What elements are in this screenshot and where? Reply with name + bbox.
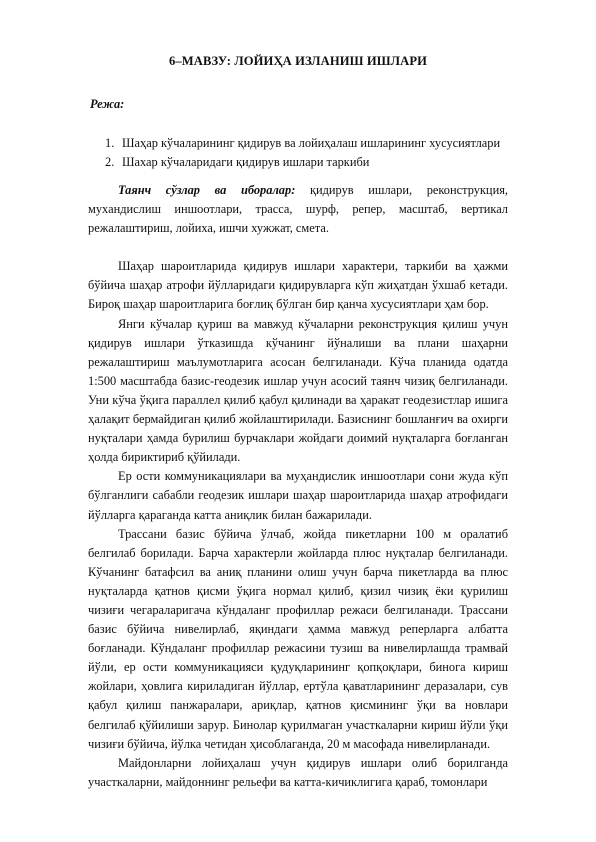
plan-item-text: Шахар кўчаларидаги қидирув ишлари таркиби (122, 155, 370, 169)
plan-item (105, 134, 500, 153)
body-paragraph: Ер ости коммуникациялари ва муҳандислик иншоотлари сони жуда кўп бўлганлиги сабабли геодезик ишлари шаҳар шароитларида шаҳар атрофидаги йўлларга қараганда катта аниқлик билан бажарилади. (88, 469, 508, 522)
keywords-paragraph (88, 181, 508, 238)
document-title: 6–МАВЗУ: ЛОЙИҲА ИЗЛАНИШ ИШЛАРИ (168, 54, 428, 68)
plan-list (105, 134, 500, 172)
keywords-label: Таянч сўзлар ва иборалар: (118, 183, 296, 197)
body-paragraph: Янги кўчалар қуриш ва мавжуд кўчаларни реконструкция қилиш учун қидирув ишлари ўтказишда кўчанинг йўналиши ва плани шаҳарни режалаштириш маълумотларига асосан белгиланади. Кўча планида одатда 1:500 масштабда базис-геодезик ишлар учун асосий таянч чизиқ белгиланади. Уни кўча ўқига параллел қилиб қабул қилинади ва ҳаракат геодезистлар ишига ҳалақит бермайдиган қилиб жойлаштирилади. Базиснинг бошланғич ва охирги нуқталари ҳамда бурилиш бурчаклари жойдаги доимий нуқталарга боғланган ҳолда бириктириб қўйилади. (88, 316, 508, 465)
body-paragraph: Трассани базис бўйича ўлчаб, жойда пикетларни 100 м оралатиб белгилаб борилади. Барча характерли жойларда плюс нуқталар белгиланади. Кўчанинг батафсил ва аниқ планини олиш учун барча пикетларда ва плюс нуқталарда қатнов қисми ўқига нормал қилиб, қизил чизиқ ёки қурилиш чизиғи чегараларигача кўндаланг профиллар режаси белгиланади. Трассани базис бўйича нивелирлаб, яқиндаги ҳамма мавжуд реперларга албатта боғланади. Кўндаланг профиллар режасини тузиш ва нивелирлашда трамвай йўли, ер ости коммуникацияси қудуқларининг қопқоқлари, бинога кириш жойлари, ҳовлига кириладиган йўллар, ертўла қаватларининг деразалари, сув қабул қилиш панжаралари, ариқлар, қатнов қисмининг ўқи ва новлари белгилаб қўйилиши зарур. Бинолар қурилмаган участкаларни кириш йўли ўқи чизиғи бўйича, йўлка четидан ҳисоблаганда, 20 м масофада нивелирланади. (88, 526, 508, 751)
body-paragraph: Майдонларни лойиҳалаш учун қидирув ишлари олиб борилганда участкаларни, майдоннинг рельефи ва катта-кичиклигига қараб, томонлари (88, 755, 508, 789)
body-paragraph: Шаҳар шароитларида қидирув ишлари характери, таркиби ва ҳажми бўйича шаҳар атрофи йўлларидаги қидирувларга кўп жиҳатдан ўхшаб кетади. Бироқ шаҳар шароитларига боғлиқ бўлган бир қанча хусусиятлари ҳам бор. (88, 259, 508, 312)
plan-item (105, 153, 500, 172)
keywords-text: қидирув ишлари, реконструкция, мухандислиш иншоотлари, трасса, шурф, репер, масштаб, вертикал режалаштириш, лойиха, ишчи хужжат, смета. (88, 183, 508, 236)
document-body (88, 181, 508, 792)
plan-label: Режа: (90, 97, 125, 111)
plan-item-text: Шаҳар кўчаларининг қидирув ва лойиҳалаш ишларининг хусусиятлари (122, 136, 501, 150)
plan-item-number: 2. (105, 155, 115, 169)
plan-item-number: 1. (105, 136, 115, 150)
paragraph-spacer (88, 238, 508, 257)
